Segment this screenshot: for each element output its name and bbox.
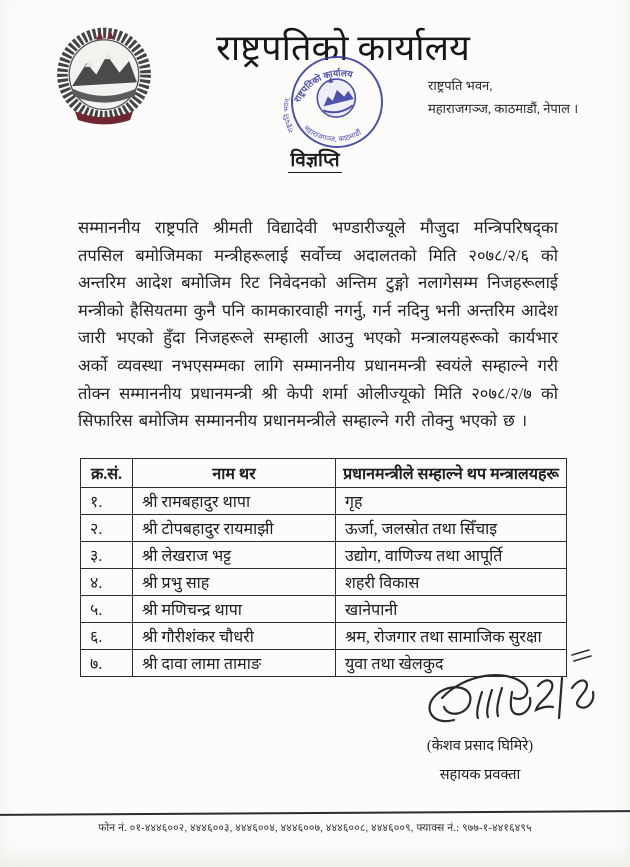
cell-serial: ३. bbox=[81, 542, 133, 569]
cell-name: श्री दावा लामा तामाङ bbox=[133, 650, 336, 677]
footer-divider bbox=[0, 810, 630, 816]
nepal-coat-of-arms-icon bbox=[46, 26, 162, 128]
cell-name: श्री मणिचन्द्र थापा bbox=[133, 596, 336, 623]
cell-name: श्री लेखराज भट्ट bbox=[133, 542, 336, 569]
stamp-arc-bottom-text: महाराजगञ्ज, काठमाडौं bbox=[302, 123, 363, 144]
cell-ministry: खानेपानी bbox=[336, 596, 567, 623]
table-row bbox=[81, 515, 567, 542]
notice-title bbox=[0, 146, 630, 172]
table-row bbox=[81, 569, 567, 596]
cell-ministry: उद्योग, वाणिज्य तथा आपूर्ति bbox=[336, 542, 567, 569]
header-name: नाम थर bbox=[133, 459, 336, 488]
table-row bbox=[81, 596, 567, 623]
cell-serial: ४. bbox=[81, 569, 133, 596]
stamp-arc-left-text: राष्ट्रपति भवन, bbox=[282, 96, 296, 134]
header-serial: क्र.सं. bbox=[81, 459, 133, 488]
address-line-2: महाराजगञ्ज, काठमाडौं, नेपाल । bbox=[428, 101, 579, 116]
address-line-1: राष्ट्रपति भवन, bbox=[428, 78, 493, 93]
cell-serial: ५. bbox=[81, 596, 133, 623]
cell-name: श्री प्रभु साह bbox=[133, 569, 336, 596]
cell-ministry: युवा तथा खेलकुद bbox=[336, 650, 567, 677]
signature-icon bbox=[420, 662, 605, 740]
signatory-name: (केशव प्रसाद घिमिरे) bbox=[426, 738, 534, 754]
cell-ministry: शहरी विकास bbox=[336, 569, 567, 596]
cell-serial: ७. bbox=[81, 650, 133, 677]
notice-body: सम्माननीय राष्ट्रपति श्रीमती विद्यादेवी भण्डारीज्यूले मौजुदा मन्त्रिपरिषद्का तपसिल बमोजिमका मन्त्रीहरूलाई सर्वोच्च अदालतको मिति २०७८/२/६ को अन्तरिम आदेश बमोजिम रिट निवेदनको अन्तिम टुङ्गो नलागेसम्म निजहरूलाई मन्त्रीको हैसियतमा कुनै पनि कामकारवाही नगर्नु, गर्न नदिनु भनी अन्तरिम आदेश जारी भएको हुँदा निजहरूले सम्हाली आउनु भएको मन्त्रालयहरूको कार्यभार अर्को व्यवस्था नभएसम्मका लागि सम्माननीय प्रधानमन्त्री स्वयंले सम्हाल्ने गरी तोक्न सम्माननीय प्रधानमन्त्री श्री केपी शर्मा ओलीज्यूको मिति २०७८/२/७ को सिफारिस बमोजिम सम्माननीय प्रधानमन्त्रीले सम्हाल्ने गरी तोक्नु भएको छ । bbox=[78, 218, 558, 431]
cell-ministry: श्रम, रोजगार तथा सामाजिक सुरक्षा bbox=[336, 623, 567, 650]
cell-name: श्री गौरीशंकर चौधरी bbox=[133, 623, 336, 650]
office-address bbox=[428, 74, 578, 120]
office-title: राष्ट्रपतिको कार्यालय bbox=[216, 28, 470, 68]
table-row bbox=[81, 623, 567, 650]
cell-ministry: ऊर्जा, जलस्रोत तथा सिँचाइ bbox=[336, 515, 567, 542]
stamp-arc-top-text: राष्ट्रपतिको कार्यालय bbox=[292, 68, 354, 104]
table-row bbox=[81, 542, 567, 569]
cell-ministry: गृह bbox=[336, 488, 567, 515]
table-header-row bbox=[81, 459, 567, 488]
cell-serial: २. bbox=[81, 515, 133, 542]
footer-contact: फोन नं. ०१-४४४६००२, ४४४६००३, ४४४६००४, ४४४६००७, ४४४६००८, ४४४६००९, फ्याक्स नं.: ९७७-१-४४१६४९५ bbox=[98, 823, 532, 834]
ministers-table bbox=[80, 458, 567, 677]
official-stamp-icon bbox=[269, 44, 406, 160]
cell-name: श्री रामबहादुर थापा bbox=[133, 488, 336, 515]
table-row bbox=[81, 488, 567, 515]
cell-name: श्री टोपबहादुर रायमाझी bbox=[133, 515, 336, 542]
header-ministries: प्रधानमन्त्रीले सम्हाल्ने थप मन्त्रालयहरू bbox=[336, 459, 567, 488]
signatory-role: सहायक प्रवक्ता bbox=[439, 767, 521, 783]
cell-serial: ६. bbox=[81, 623, 133, 650]
notice-title-text: विज्ञप्ति bbox=[290, 150, 340, 171]
cell-serial: १. bbox=[81, 488, 133, 515]
